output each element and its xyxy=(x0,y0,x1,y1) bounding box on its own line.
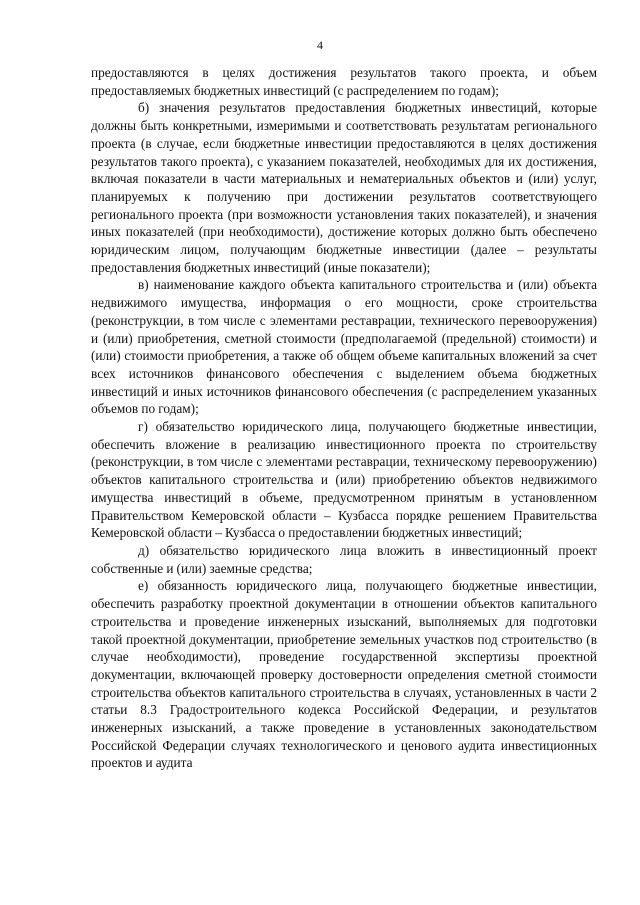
page-number: 4 xyxy=(317,38,323,52)
paragraph-b: б) значения результатов предоставления бюджетных инвестиций, которые должны быть конкретными, измеримыми и соответствовать результатам регионального проекта (в случае, если бюджетные инвестиции предоставляются в целях достижения результатов такого проекта), с указанием показателей, необходимых для их достижения, включая показатели в части материальных и нематериальных объектов и (или) услуг, планируемых к получению при достижении результатов соответствующего регионального проекта (при возможности установления таких показателей), и значения иных показателей (при необходимости), достижение которых должно быть обеспечено юридическим лицом, получающим бюджетные инвестиции (далее – результаты предоставления бюджетных инвестиций (иные показатели); xyxy=(91,100,597,275)
document-body xyxy=(91,64,597,772)
paragraph-e: е) обязанность юридического лица, получающего бюджетные инвестиции, обеспечить разработку проектной документации в отношении объектов капитального строительства и проведение инженерных изысканий, выполняемых для подготовки такой проектной документации, приобретение земельных участков под строительство (в случае необходимости), проведение государственной экспертизы проектной документации, включающей проверку достоверности определения сметной стоимости строительства объектов капитального строительства в случаях, установленных в части 2 статьи 8.3 Градостроительного кодекса Российской Федерации, и результатов инженерных изысканий, а также проведение в установленных законодательством Российской Федерации случаях технологического и ценового аудита инвестиционных проектов и аудита xyxy=(91,578,597,771)
paragraph-v: в) наименование каждого объекта капитального строительства и (или) объекта недвижимого имущества, информация о его мощности, сроке строительства (реконструкции, в том числе с элементами реставрации, технического перевооружения) и (или) приобретения, сметной стоимости (предполагаемой (предельной) стоимости) и (или) стоимости приобретения, а также об общем объеме капитальных вложений за счет всех источников финансового обеспечения с выделением объема бюджетных инвестиций и иных источников финансового обеспечения (с распределением указанных объемов по годам); xyxy=(91,277,597,417)
paragraph-g: г) обязательство юридического лица, получающего бюджетные инвестиции, обеспечить вложение в реализацию инвестиционного проекта по строительству (реконструкции, в том числе с элементами реставрации, техническому перевооружению) объектов капитального строительства и (или) приобретению объектов недвижимого имущества инвестиций в объеме, предусмотренном принятым в установленном Правительством Кемеровской области – Кузбасса порядке решением Правительства Кемеровской области – Кузбасса о предоставлении бюджетных инвестиций; xyxy=(91,419,597,541)
paragraph-d: д) обязательство юридического лица вложить в инвестиционный проект собственные и (или) заемные средства; xyxy=(91,542,597,576)
paragraph-continuation: предоставляются в целях достижения результатов такого проекта, и объем предоставляемых бюджетных инвестиций (с распределением по годам); xyxy=(91,65,597,98)
